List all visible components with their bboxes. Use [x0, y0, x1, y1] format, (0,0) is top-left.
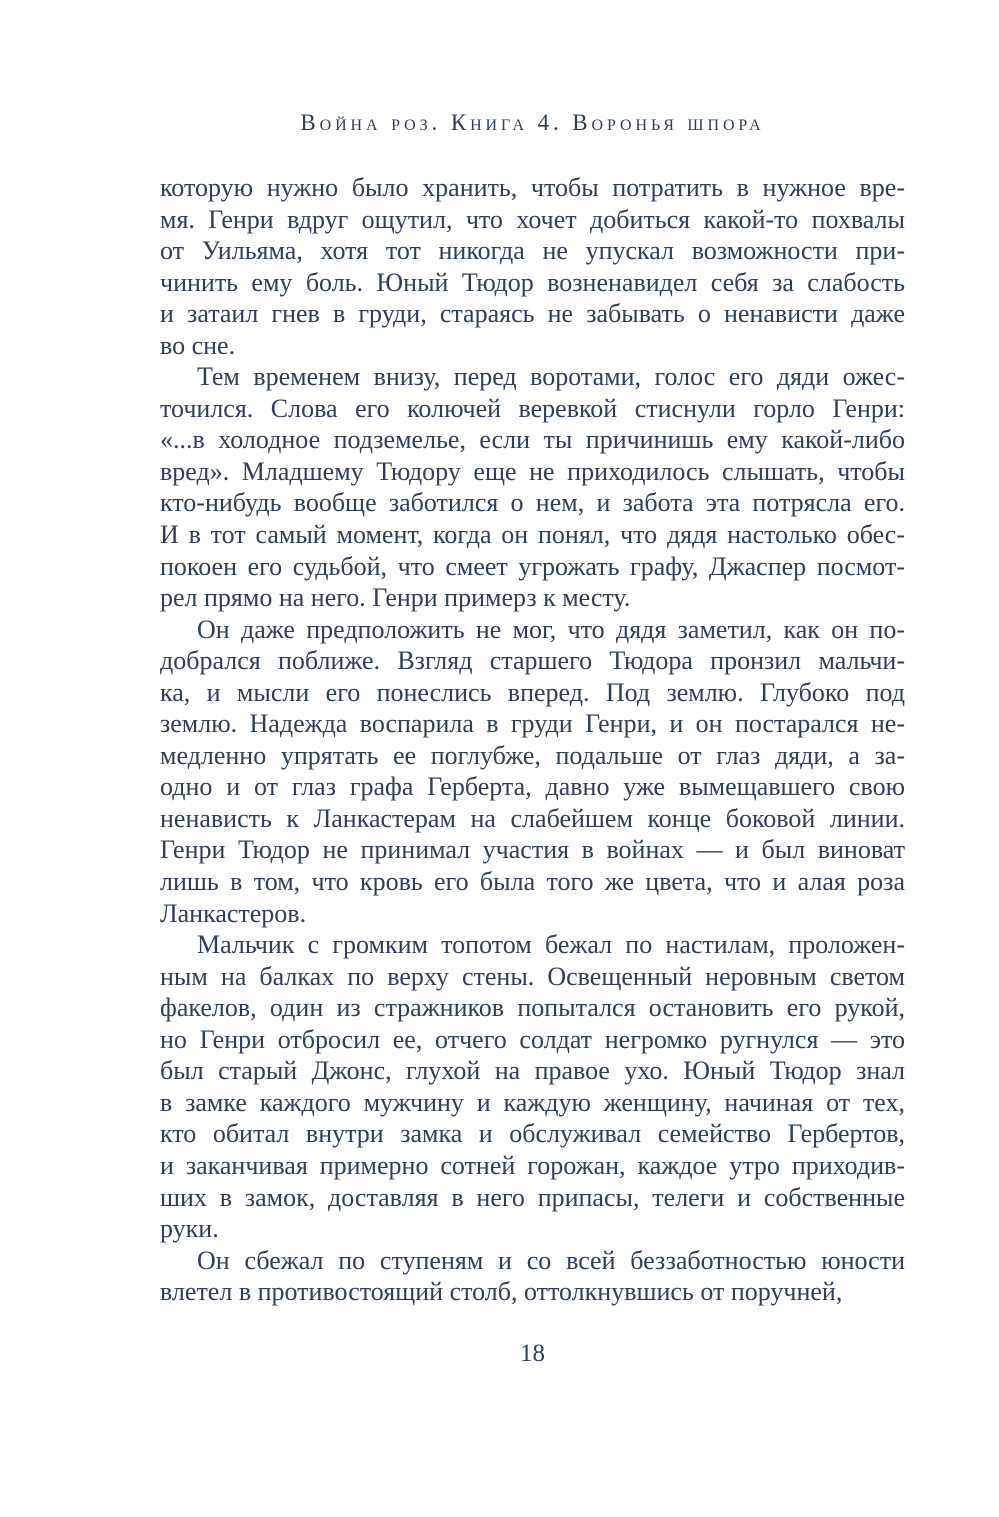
text-line: рел прямо на него. Генри примерз к месту. [160, 583, 631, 613]
text-line: и затаил гнев в груди, стараясь не забывать о ненависти даже [160, 299, 905, 329]
body-text [160, 172, 905, 1308]
text-line: Мальчик с громким топотом бежал по настилам, проложен- [197, 930, 905, 960]
paragraph [160, 172, 905, 361]
text-line: руки. [160, 1214, 219, 1244]
text-line: Ланкастеров. [160, 898, 307, 928]
text-line: во сне. [160, 330, 236, 360]
page-number: 18 [520, 1340, 545, 1367]
text-line: от Уильяма, хотя тот никогда не упускал возможности при- [160, 236, 905, 266]
text-line: которую нужно было хранить, чтобы потратить в нужное вре- [160, 173, 905, 202]
text-line: И в тот самый момент, когда он понял, что дядя настолько обес- [160, 520, 905, 550]
text-line: покоен его судьбой, что смеет угрожать графу, Джаспер посмот- [160, 551, 905, 581]
text-line: ненависть к Ланкастерам на слабейшем конце боковой линии. [160, 803, 905, 833]
text-line: кто обитал внутри замка и обслуживал семейство Гербертов, [160, 1119, 905, 1149]
text-line: но Генри отбросил ее, отчего солдат негромко ругнулся — это [160, 1024, 905, 1054]
text-line: Генри Тюдор не принимал участия в войнах — и был виноват [160, 835, 905, 865]
text-line: ным на балках по верху стены. Освещенный неровным светом [160, 961, 905, 991]
text-line: кто-нибудь вообще заботился о нем, и забота эта потрясла его. [160, 488, 905, 518]
text-line: точился. Слова его колючей веревкой стиснули горло Генри: [160, 393, 905, 423]
text-line: в замке каждого мужчину и каждую женщину, начиная от тех, [160, 1087, 905, 1117]
text-line: землю. Надежда воспарила в груди Генри, и он постарался не- [160, 709, 905, 739]
text-line: «...в холодное подземелье, если ты причинишь ему какой-либо [160, 425, 905, 455]
running-header: Война роз. Книга 4. Воронья шпора [300, 110, 765, 135]
text-line: добрался поближе. Взгляд старшего Тюдора пронзил мальчи- [160, 646, 905, 676]
paragraph [160, 1245, 905, 1308]
text-line: одно и от глаз графа Герберта, давно уже вымещавшего свою [160, 772, 905, 802]
text-line: факелов, один из стражников попытался остановить его рукой, [160, 993, 905, 1023]
paragraph [160, 361, 905, 613]
text-line: мя. Генри вдруг ощутил, что хочет добиться какой-то похвалы [160, 204, 905, 234]
text-line: Тем временем внизу, перед воротами, голос его дяди ожес- [197, 362, 905, 392]
text-line: медленно упрятать ее поглубже, подальше от глаз дяди, а за- [160, 740, 905, 770]
text-line: Он даже предположить не мог, что дядя заметил, как он по- [197, 614, 905, 644]
paragraph [160, 929, 905, 1244]
text-line: вред». Младшему Тюдору еще не приходилось слышать, чтобы [160, 456, 905, 486]
text-line: влетел в противостоящий столб, оттолкнувшись от поручней, [160, 1277, 843, 1307]
text-line: Он сбежал по ступеням и со всей беззаботностью юности [197, 1245, 905, 1275]
text-line: и заканчивая примерно сотней горожан, каждое утро приходив- [160, 1150, 905, 1180]
text-line: чинить ему боль. Юный Тюдор возненавидел себя за слабость [160, 267, 905, 297]
text-line: был старый Джонс, глухой на правое ухо. Юный Тюдор знал [160, 1056, 905, 1086]
text-line: ка, и мысли его понеслись вперед. Под землю. Глубоко под [160, 677, 905, 707]
text-line: ших в замок, доставляя в него припасы, телеги и собственные [160, 1182, 905, 1212]
text-line: лишь в том, что кровь его была того же цвета, что и алая роза [160, 867, 905, 897]
paragraph [160, 614, 905, 929]
